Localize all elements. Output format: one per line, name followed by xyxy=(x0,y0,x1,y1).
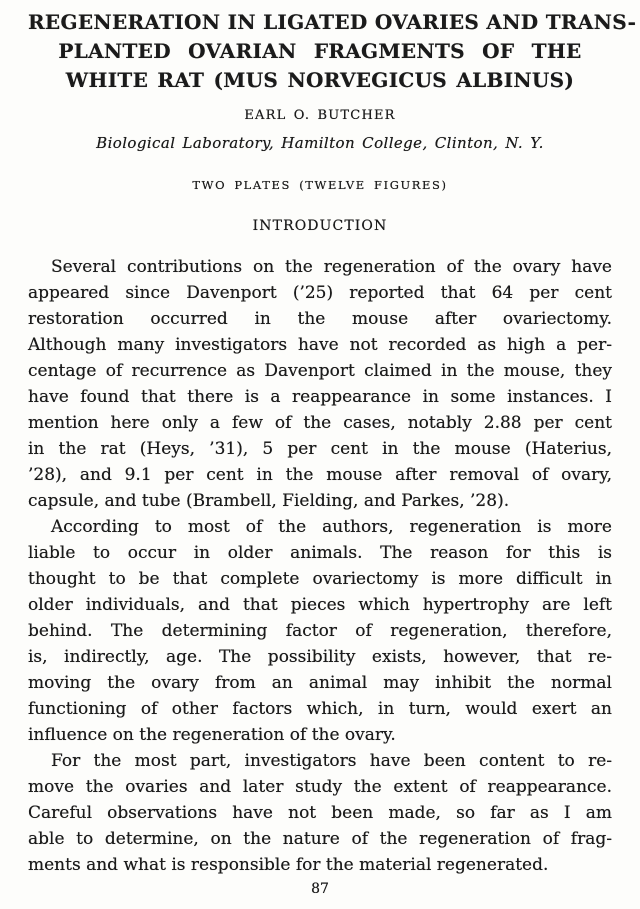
page-number: 87 xyxy=(311,881,329,897)
text-line: have found that there is a reappearance in some instances. I xyxy=(28,387,612,407)
text-line: behind. The determining factor of regeneration, therefore, xyxy=(28,621,612,641)
text-line: mention here only a few of the cases, notably 2.88 per cent xyxy=(28,413,612,433)
text-line: appeared since Davenport (’25) reported that 64 per cent xyxy=(28,283,612,303)
paragraph-3 xyxy=(28,748,612,878)
body-text xyxy=(28,254,612,878)
text-line: ’28), and 9.1 per cent in the mouse after removal of ovary, xyxy=(28,465,612,485)
paragraph-2 xyxy=(28,514,612,748)
text-line: move the ovaries and later study the extent of reappearance. xyxy=(28,777,612,797)
text-line: capsule, and tube (Brambell, Fielding, and Parkes, ’28). xyxy=(28,491,510,511)
text-line: older individuals, and that pieces which hypertrophy are left xyxy=(28,595,612,615)
author-name: EARL O. BUTCHER xyxy=(244,108,396,123)
text-line: is, indirectly, age. The possibility exists, however, that re- xyxy=(28,647,612,667)
paper-title-line: WHITE RAT (MUS NORVEGICUS ALBINUS) xyxy=(65,68,575,92)
text-line: moving the ovary from an animal may inhibit the normal xyxy=(28,673,612,693)
author-affiliation: Biological Laboratory, Hamilton College, Clinton, N. Y. xyxy=(96,134,544,152)
text-line: restoration occurred in the mouse after ovariectomy. xyxy=(28,309,612,329)
paper-title-line: PLANTED OVARIAN FRAGMENTS OF THE xyxy=(58,39,582,63)
section-heading-introduction: INTRODUCTION xyxy=(252,218,388,234)
text-line: According to most of the authors, regeneration is more xyxy=(51,517,612,537)
paragraph-1 xyxy=(28,254,612,514)
text-line: in the rat (Heys, ’31), 5 per cent in the mouse (Haterius, xyxy=(28,439,612,459)
text-line: ments and what is responsible for the material regenerated. xyxy=(28,855,549,875)
text-line: thought to be that complete ovariectomy is more difficult in xyxy=(28,569,612,589)
text-line: Although many investigators have not recorded as high a per- xyxy=(28,335,612,355)
plates-note: TWO PLATES (TWELVE FIGURES) xyxy=(192,178,448,192)
paper-title xyxy=(28,8,637,95)
text-line: functioning of other factors which, in turn, would exert an xyxy=(28,699,612,719)
text-line: influence on the regeneration of the ovary. xyxy=(28,725,396,745)
paper-title-line: REGENERATION IN LIGATED OVARIES AND TRANS- xyxy=(28,10,637,34)
text-line: Careful observations have not been made, so far as I am xyxy=(28,803,612,823)
text-line: able to determine, on the nature of the regeneration of frag- xyxy=(28,829,612,849)
text-line: centage of recurrence as Davenport claimed in the mouse, they xyxy=(28,361,612,381)
text-line: For the most part, investigators have been content to re- xyxy=(51,751,612,771)
text-line: Several contributions on the regeneration of the ovary have xyxy=(51,257,612,277)
text-line: liable to occur in older animals. The reason for this is xyxy=(28,543,612,563)
